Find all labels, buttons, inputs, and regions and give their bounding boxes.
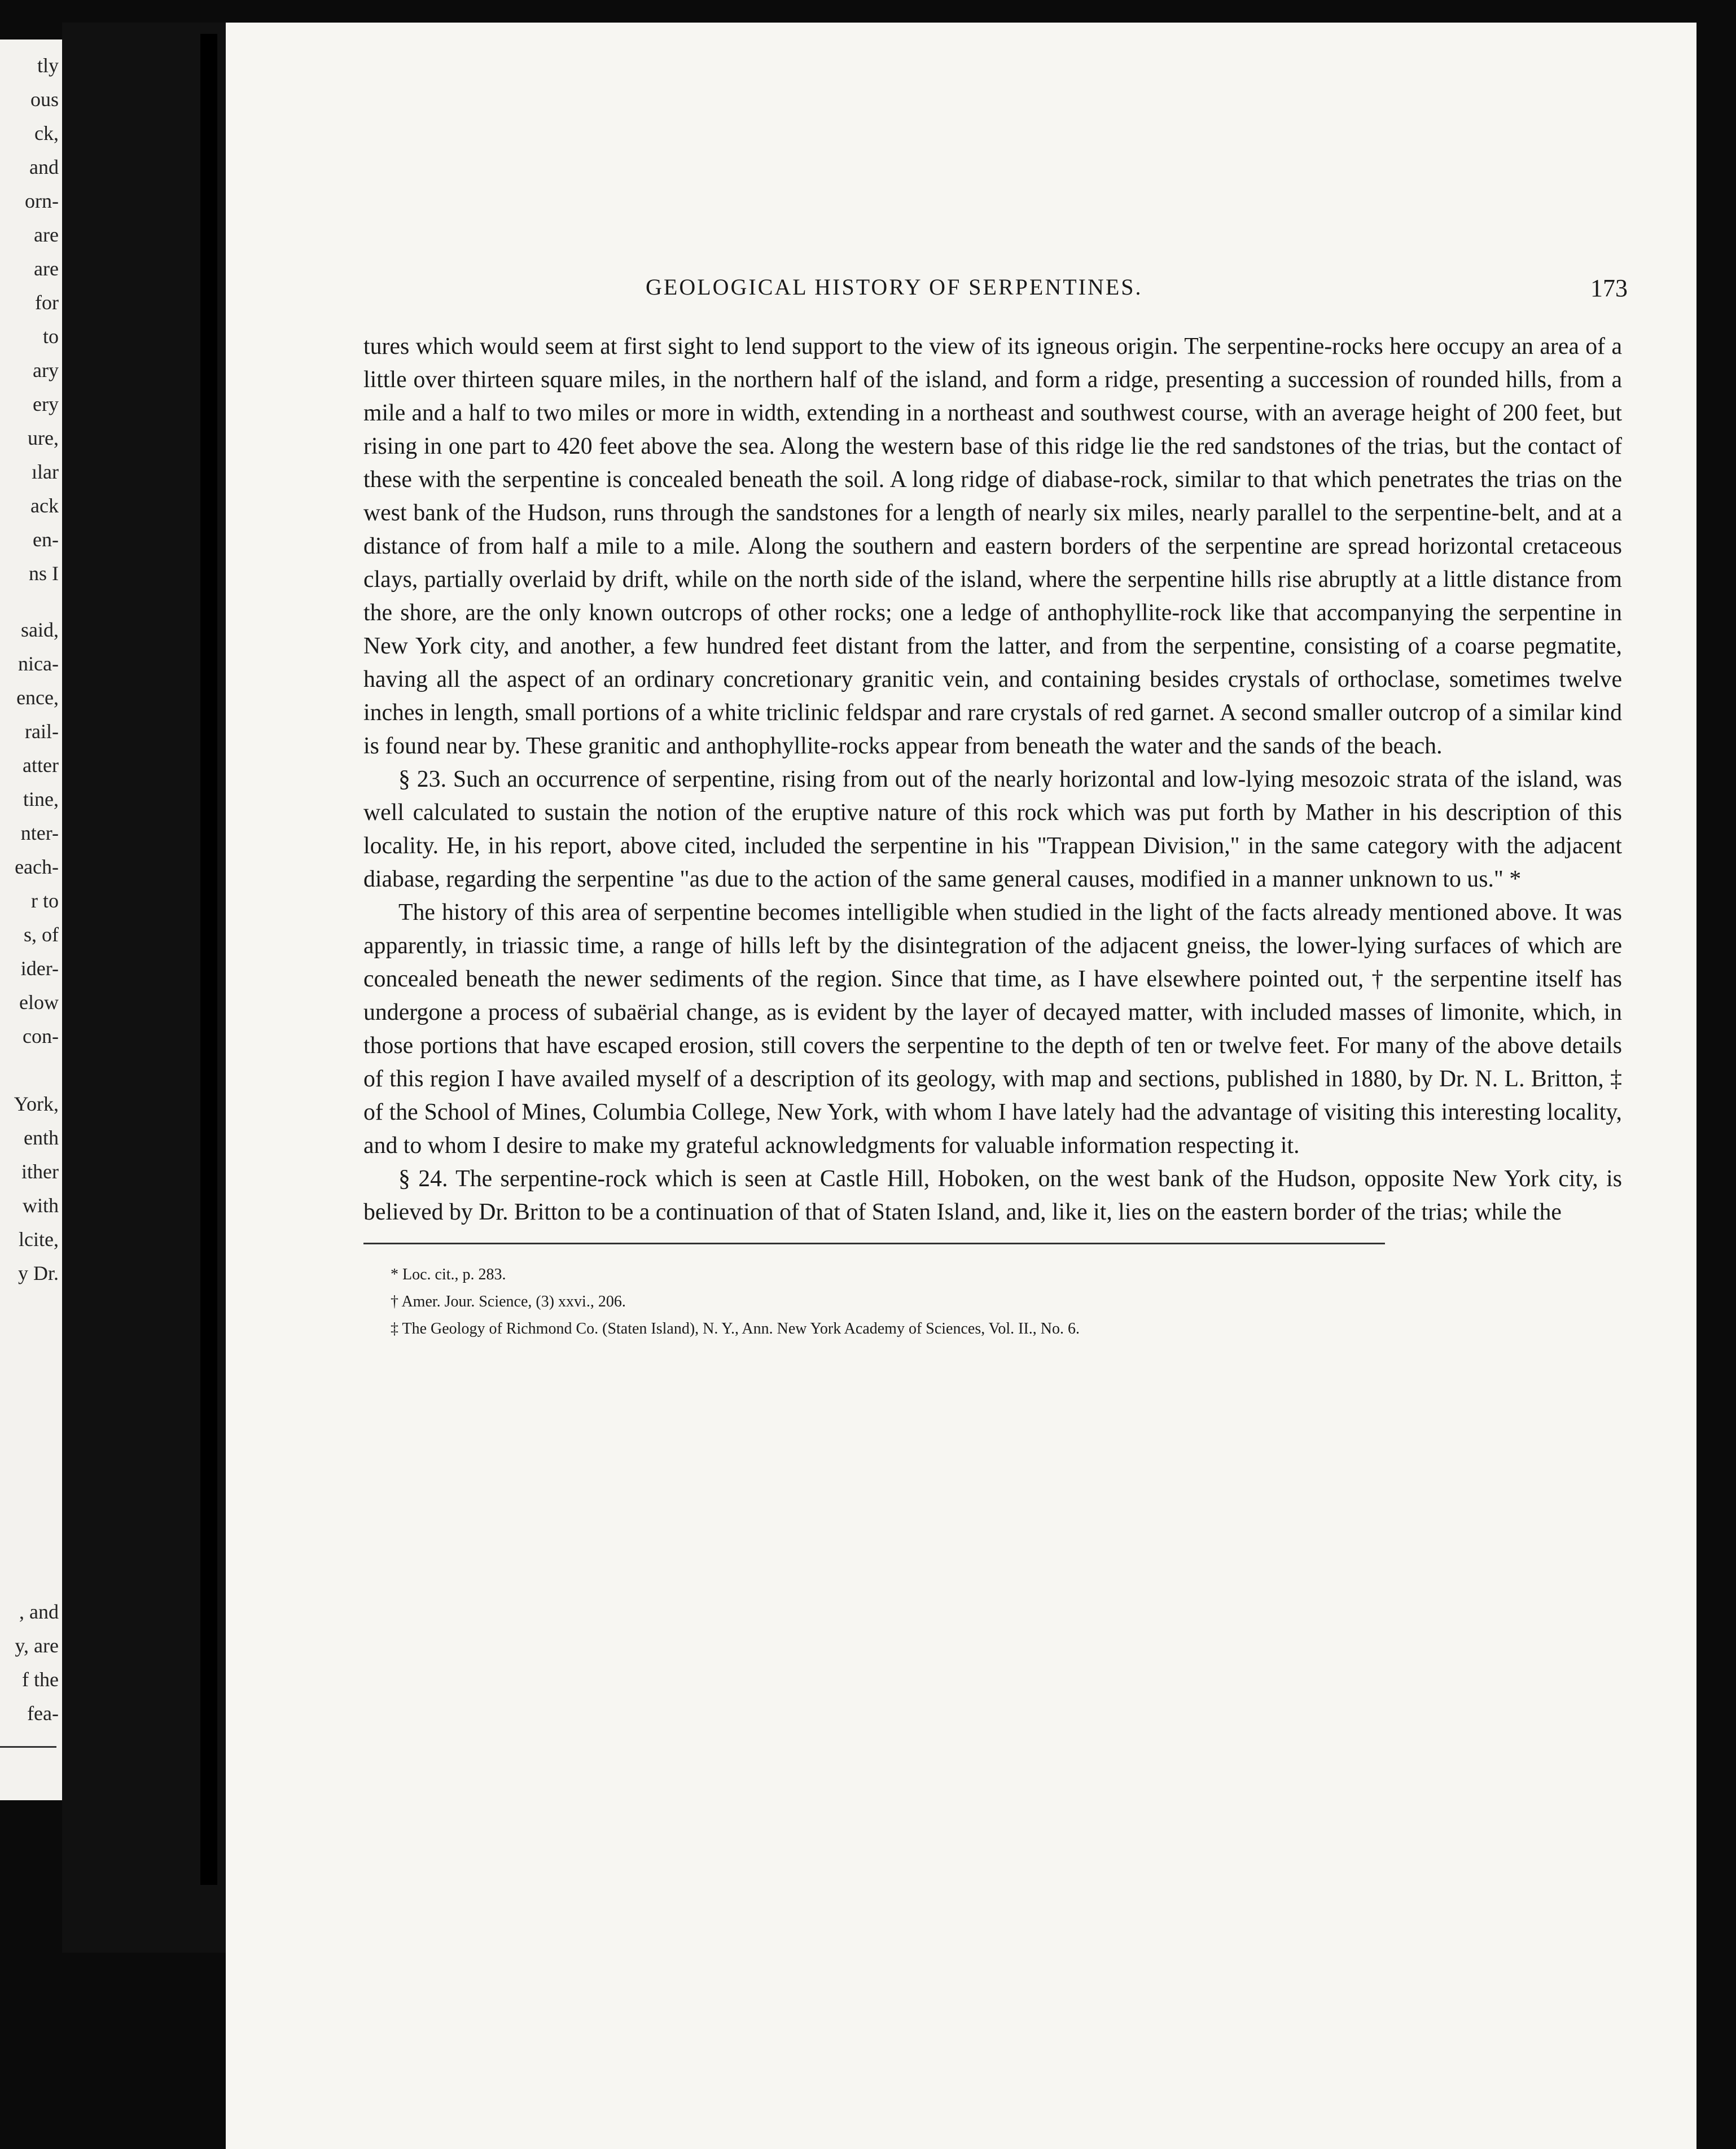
facing-page-fragment: each- bbox=[15, 856, 59, 878]
paragraph: The history of this area of serpentine becomes intelligible when studied in the light of the facts already mentioned above. It was apparently, in triassic time, a range of hills left by the disintegration of the adjacent gneiss, the lower-lying surfaces of which are concealed beneath the newer sediments of the region. Since that time, as I have elsewhere pointed out, † the serpentine itself has undergone a process of subaërial change, as is evident by the layer of decayed matter, with included masses of limonite, which, in those portions that have escaped erosion, still covers the serpentine to the depth of ten or twelve feet. For many of the above details of this region I have availed myself of a description of its geology, with map and sections, published in 1880, by Dr. N. L. Britton, ‡ of the School of Mines, Columbia College, New York, with whom I have lately had the advantage of visiting this interesting locality, and to whom I desire to make my grateful acknowledgments for valuable information respecting it. bbox=[363, 900, 1622, 1159]
facing-page-fragment: said, bbox=[21, 619, 59, 641]
page-header bbox=[363, 274, 1628, 324]
facing-page-fragment: are bbox=[34, 257, 59, 280]
facing-page-fragment: atter bbox=[23, 754, 59, 777]
facing-page-footnote-rule bbox=[0, 1746, 56, 1748]
facing-page-fragment: y Dr. bbox=[18, 1262, 59, 1284]
facing-page-fragment: f the bbox=[22, 1668, 59, 1691]
facing-page-fragment: ider- bbox=[20, 957, 59, 980]
footnote: * Loc. cit., p. 283. bbox=[391, 1266, 506, 1283]
facing-page-fragment: orn- bbox=[25, 190, 59, 212]
book-spine bbox=[200, 34, 217, 1885]
facing-page-fragment: are bbox=[34, 223, 59, 246]
facing-page-fragment: nica- bbox=[18, 652, 59, 675]
facing-page-fragment: ck, bbox=[34, 122, 59, 144]
facing-page-fragment: ack bbox=[30, 494, 59, 517]
facing-page-fragment: ery bbox=[33, 393, 59, 415]
facing-page-fragment: tly bbox=[37, 54, 59, 77]
running-title: GEOLOGICAL HISTORY OF SERPENTINES. bbox=[646, 274, 1143, 300]
facing-page-fragment: ure, bbox=[28, 427, 59, 449]
facing-page-fragment: ary bbox=[33, 359, 59, 381]
facing-page-fragment: ence, bbox=[16, 686, 59, 709]
facing-page-fragment: tine, bbox=[23, 788, 59, 810]
footnote-rule bbox=[363, 1243, 1385, 1244]
facing-page-fragment: York, bbox=[14, 1093, 59, 1115]
facing-page-fragment: con- bbox=[23, 1025, 59, 1047]
facing-page-fragment: elow bbox=[19, 991, 59, 1014]
facing-page-fragment: ous bbox=[30, 88, 59, 111]
facing-page-fragment: and bbox=[29, 156, 59, 178]
facing-page-edge bbox=[0, 40, 62, 1800]
paragraph: § 23. Such an occurrence of serpentine, rising from out of the nearly horizontal and low-lying mesozoic strata of the island, was well calculated to sustain the notion of the eruptive nature of this rock which was put forth by Mather in his description of this locality. He, in his report, above cited, included the serpentine in his "Trappean Division," in the same category with the adjacent diabase, regarding the serpentine "as due to the action of the same general causes, modified in a manner unknown to us." * bbox=[363, 766, 1622, 892]
facing-page-fragment: ns I bbox=[29, 562, 59, 585]
footnote: † Amer. Jour. Science, (3) xxvi., 206. bbox=[391, 1293, 626, 1310]
facing-page-fragment: lcite, bbox=[19, 1228, 59, 1251]
facing-page-fragment: y, are bbox=[15, 1634, 59, 1657]
facing-page-fragment: ılar bbox=[32, 460, 59, 483]
facing-page-fragment: en- bbox=[33, 528, 59, 551]
facing-page-fragment: , and bbox=[19, 1600, 59, 1623]
body-text bbox=[363, 330, 1622, 1229]
facing-page-fragment: to bbox=[42, 325, 59, 348]
page-number: 173 bbox=[1590, 274, 1628, 302]
footnotes bbox=[363, 1261, 1622, 1343]
paragraph: tures which would seem at first sight to lend support to the view of its igneous origin. The serpentine-rocks here occupy an area of a little over thirteen square miles, in the northern half of the island, and form a ridge, presenting a succession of rounded hills, from a mile and a half to two miles or more in width, extending in a northeast and southwest course, with an average height of 200 feet, but rising in one part to 420 feet above the sea. Along the western base of this ridge lie the red sandstones of the trias, but the contact of these with the serpentine is concealed beneath the soil. A long ridge of diabase-rock, similar to that which penetrates the trias on the west bank of the Hudson, runs through the sandstones for a length of nearly six miles, nearly parallel to the serpentine-belt, and at a distance of from half a mile to a mile. Along the southern and eastern borders of the serpentine are spread horizontal cretaceous clays, partially overlaid by drift, while on the north side of the island, where the serpentine hills rise abruptly at a little distance from the shore, are the only known outcrops of other rocks; one a ledge of anthophyllite-rock like that accompanying the serpentine in New York city, and another, a few hundred feet distant from the latter, and from the serpentine, consisting of a coarse pegmatite, having all the aspect of an ordinary concretionary granitic vein, and containing besides crystals of orthoclase, sometimes twelve inches in length, small portions of a white triclinic feldspar and rare crystals of red garnet. A second smaller outcrop of a similar kind is found near by. These granitic and anthophyllite-rocks appear from beneath the water and the sands of the beach. bbox=[363, 334, 1622, 759]
facing-page-fragment: enth bbox=[24, 1126, 59, 1149]
book-page bbox=[226, 23, 1696, 2149]
facing-page-fragment: s, of bbox=[24, 923, 59, 946]
facing-page-fragment: for bbox=[35, 291, 59, 314]
facing-page-fragment: nter- bbox=[20, 822, 59, 844]
paragraph: § 24. The serpentine-rock which is seen at Castle Hill, Hoboken, on the west bank of the Hudson, opposite New York city, is believed by Dr. Britton to be a continuation of that of Staten Island, and, like it, lies on the eastern border of the trias; while the bbox=[363, 1166, 1622, 1225]
facing-page-fragment: r to bbox=[31, 889, 59, 912]
scan-border bbox=[1696, 0, 1736, 2149]
footnote: ‡ The Geology of Richmond Co. (Staten Island), N. Y., Ann. New York Academy of Sciences, Vol. II., No. 6. bbox=[391, 1320, 1080, 1337]
facing-page-fragment: with bbox=[22, 1194, 59, 1217]
facing-page-fragment: ither bbox=[21, 1160, 59, 1183]
facing-page-fragment: rail- bbox=[25, 720, 59, 743]
facing-page-fragment: fea- bbox=[27, 1702, 59, 1725]
page-content bbox=[363, 274, 1628, 1343]
